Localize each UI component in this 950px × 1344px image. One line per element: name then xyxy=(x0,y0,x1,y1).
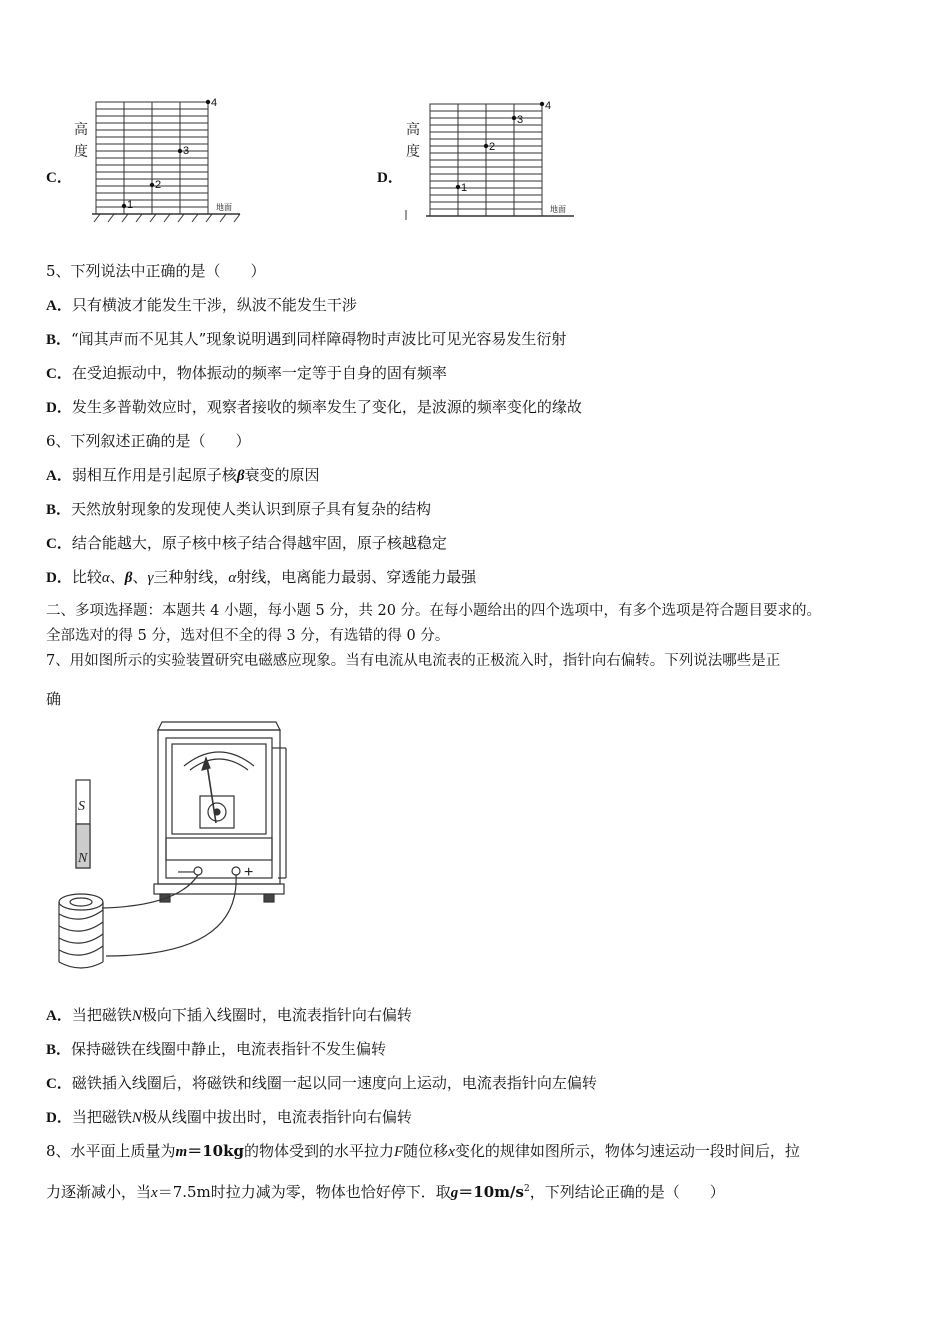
beta-symbol: β xyxy=(124,570,133,586)
option-letter: B． xyxy=(46,1042,72,1058)
q8-stem-line1 xyxy=(46,1141,800,1162)
option-letter: A． xyxy=(46,298,72,314)
point-3-label: 3 xyxy=(183,145,190,157)
option-text: 极向下插入线圈时，电流表指针向右偏转 xyxy=(141,1006,412,1024)
point-2-label: 2 xyxy=(155,179,162,191)
q5-option-d xyxy=(46,397,582,418)
text: ，下列结论正确的是（ ） xyxy=(529,1183,725,1201)
point-3 xyxy=(512,116,516,120)
alpha-symbol: α xyxy=(101,570,110,586)
minus-terminal-label: — xyxy=(178,863,194,880)
q7-option-c xyxy=(46,1073,597,1094)
q7-apparatus-figure xyxy=(50,718,290,976)
point-4 xyxy=(540,102,544,106)
option-text: 在受迫振动中，物体振动的频率一定等于自身的固有频率 xyxy=(71,364,447,382)
option-text: 弱相互作用是引起原子核 xyxy=(71,466,237,484)
option-text: 磁铁插入线圈后，将磁铁和线圈一起以同一速度向上运动，电流表指针向左偏转 xyxy=(71,1074,597,1092)
figure-c-height-chart xyxy=(70,96,250,226)
option-letter: C． xyxy=(46,536,72,552)
option-text: 衰变的原因 xyxy=(244,466,320,484)
alpha-symbol: α xyxy=(228,570,237,586)
point-4 xyxy=(206,100,210,104)
text: 变化的规律如图所示，物体匀速运动一段时间后，拉 xyxy=(454,1142,800,1160)
q6-option-a xyxy=(46,465,320,486)
q7-option-d xyxy=(46,1107,412,1128)
figure-d-height-chart xyxy=(400,98,580,224)
q7-option-a xyxy=(46,1005,412,1026)
ground-label: 地面 xyxy=(216,203,232,212)
q6-option-b xyxy=(46,499,431,520)
point-1-label: 1 xyxy=(127,199,134,211)
option-text: 射线，电离能力最弱、穿透能力最强 xyxy=(236,568,477,586)
option-text: 发生多普勒效应时，观察者接收的频率发生了变化，是波源的频率变化的缘故 xyxy=(71,398,582,416)
option-letter: A． xyxy=(46,468,72,484)
q6-option-d xyxy=(46,567,476,588)
option-text: 当把磁铁 xyxy=(71,1006,132,1024)
option-letter: C． xyxy=(46,1076,72,1092)
point-3-label: 3 xyxy=(517,114,524,126)
x-symbol: x xyxy=(448,1144,455,1160)
option-letter: D． xyxy=(46,400,72,416)
option-letter: B． xyxy=(46,332,72,348)
option-letter: D． xyxy=(46,570,72,586)
text: 的物体受到的水平拉力 xyxy=(243,1142,394,1160)
separator: 、 xyxy=(132,568,148,586)
q6-option-c xyxy=(46,533,447,554)
text: 时拉力减为零，物体也恰好停下．取 xyxy=(210,1183,451,1201)
x-symbol: x xyxy=(151,1185,158,1201)
option-text: 保持磁铁在线圈中静止，电流表指针不发生偏转 xyxy=(71,1040,387,1058)
option-text: 比较 xyxy=(71,568,102,586)
point-4-label: 4 xyxy=(211,97,218,109)
text: 力逐渐减小，当 xyxy=(46,1183,152,1201)
magnet-n-label: N xyxy=(78,851,88,866)
option-text: 极从线圈中拔出时，电流表指针向右偏转 xyxy=(141,1108,412,1126)
q6-stem: 6、下列叙述正确的是（ ） xyxy=(46,432,251,450)
ground-label: 地面 xyxy=(550,205,566,214)
option-text: 只有横波才能发生干涉，纵波不能发生干涉 xyxy=(71,296,357,314)
axis-label-top: 高 xyxy=(74,122,88,138)
n-pole-symbol: N xyxy=(131,1110,142,1126)
point-3 xyxy=(178,149,182,153)
gamma-symbol: γ xyxy=(147,570,154,586)
q5-option-c xyxy=(46,363,447,384)
option-letter: B． xyxy=(46,502,72,518)
q7-stem-line2: 确 xyxy=(46,690,62,708)
text: 随位移 xyxy=(403,1142,449,1160)
plus-terminal-label: + xyxy=(244,864,254,881)
point-2 xyxy=(150,183,154,187)
option-d-label: D． xyxy=(377,170,403,186)
q8-stem-line2 xyxy=(46,1179,725,1203)
section2-heading-line1: 二、多项选择题：本题共 4 小题，每小题 5 分，共 20 分。在每小题给出的四个选项中，有多个选项是符合题目要求的。 xyxy=(46,603,822,619)
n-pole-symbol: N xyxy=(131,1008,142,1024)
g-value: ＝10m/s xyxy=(458,1183,524,1201)
superscript: 2 xyxy=(523,1184,530,1194)
option-text: “闻其声而不见其人”现象说明遇到同样障碍物时声波比可见光容易发生衍射 xyxy=(71,330,567,348)
point-4-label: 4 xyxy=(545,100,552,112)
option-c-label: C． xyxy=(46,170,72,186)
point-1 xyxy=(456,185,460,189)
section2-heading-line2: 全部选对的得 5 分，选对但不全的得 3 分，有选错的得 0 分。 xyxy=(46,628,450,644)
axis-label-bottom: 度 xyxy=(406,144,420,160)
option-letter: A． xyxy=(46,1008,72,1024)
point-1 xyxy=(122,204,126,208)
q7-option-b xyxy=(46,1039,386,1060)
axis-label-top: 高 xyxy=(406,122,420,138)
option-text: 结合能越大，原子核中核子结合得越牢固，原子核越稳定 xyxy=(71,534,447,552)
point-1-label: 1 xyxy=(461,182,468,194)
point-2 xyxy=(484,144,488,148)
option-text: 天然放射现象的发现使人类认识到原子具有复杂的结构 xyxy=(71,500,432,518)
g-symbol: g xyxy=(450,1185,459,1201)
option-letter: D． xyxy=(46,1110,72,1126)
text: 8、水平面上质量为 xyxy=(46,1142,176,1160)
mass-value: ＝10kg xyxy=(187,1142,244,1160)
q5-stem: 5、下列说法中正确的是（ ） xyxy=(46,262,266,280)
point-2-label: 2 xyxy=(489,141,496,153)
option-text: 三种射线， xyxy=(153,568,229,586)
magnet-s-label: S xyxy=(78,799,85,814)
q7-stem-line1: 7、用如图所示的实验装置研究电磁感应现象。当有电流从电流表的正极流入时，指针向右偏转。下列说法哪些是正 xyxy=(46,653,781,669)
q5-option-b xyxy=(46,329,566,350)
force-symbol: F xyxy=(394,1144,404,1160)
mass-symbol: m xyxy=(175,1144,188,1160)
option-letter: C． xyxy=(46,366,72,382)
beta-symbol: β xyxy=(236,468,245,484)
text: ＝7.5m xyxy=(157,1183,211,1201)
axis-label-bottom: 度 xyxy=(74,144,88,160)
q5-option-a xyxy=(46,295,357,316)
separator: 、 xyxy=(109,568,125,586)
option-text: 当把磁铁 xyxy=(71,1108,132,1126)
